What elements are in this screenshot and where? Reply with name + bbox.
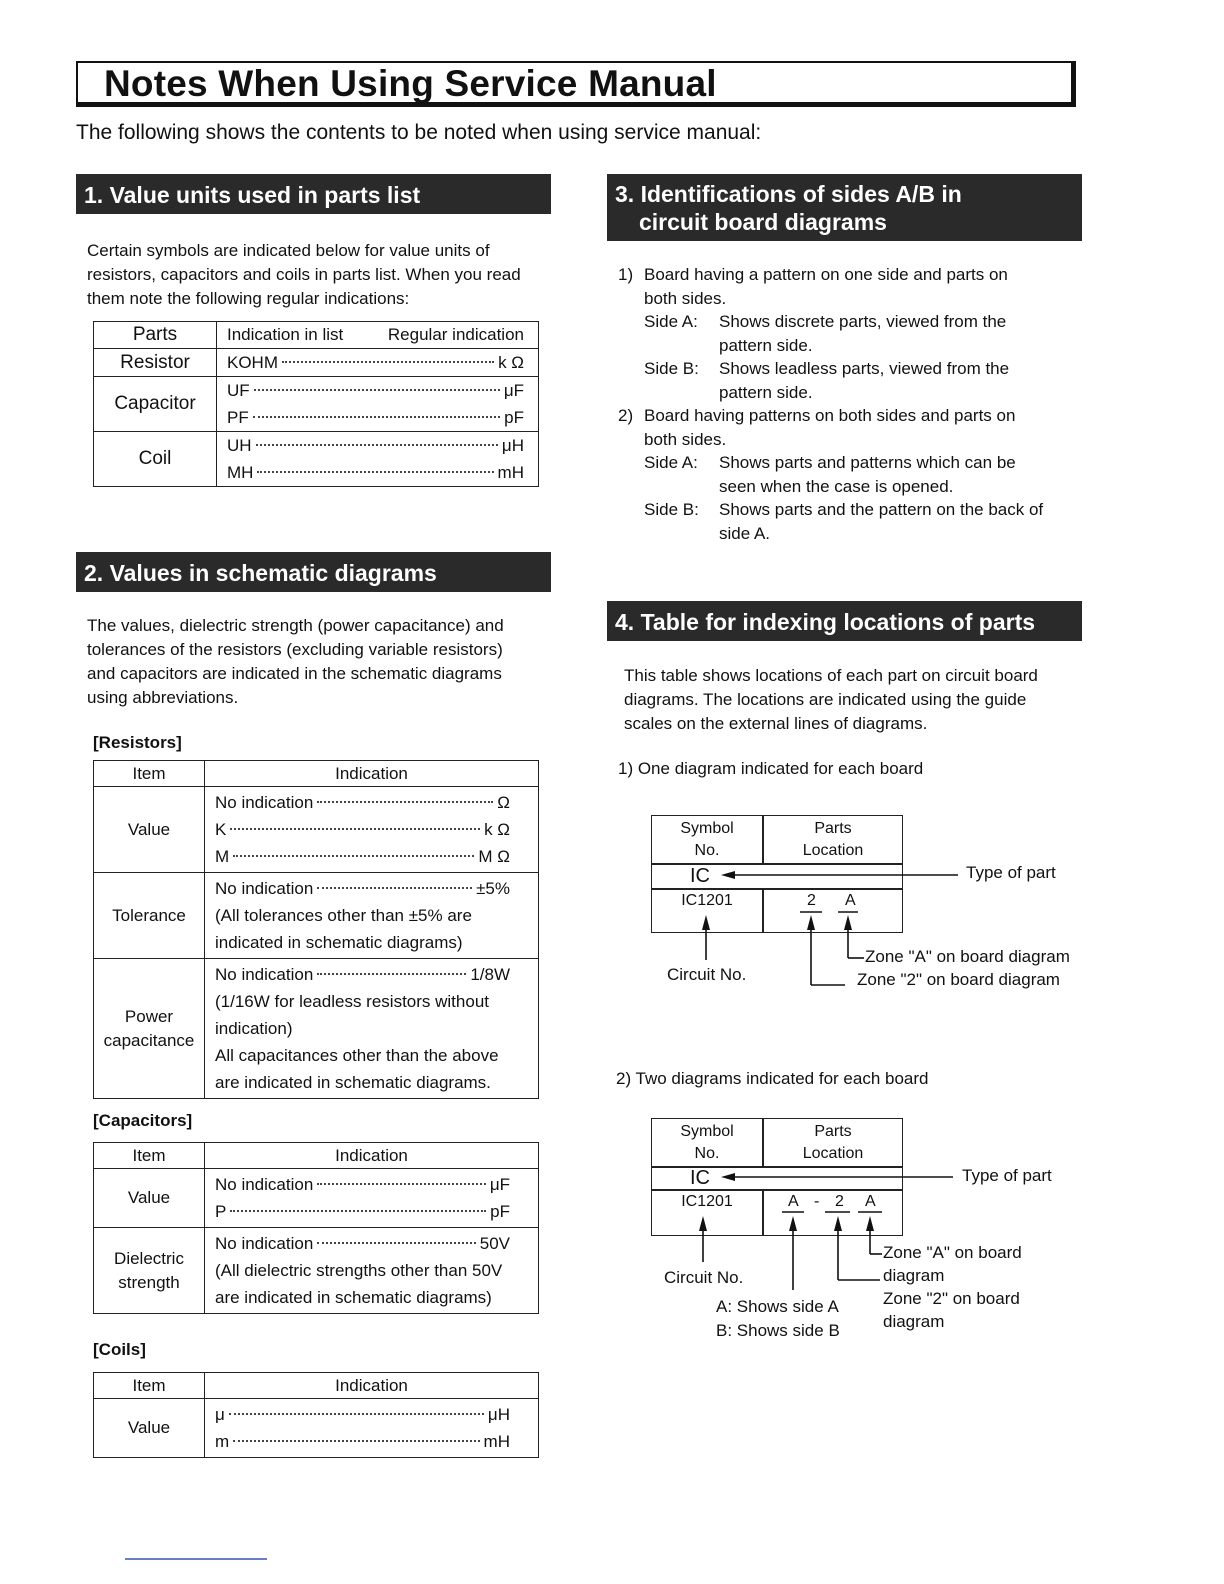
intro-line: diagrams. The locations are indicated using the guide bbox=[624, 690, 1027, 709]
intro-line: The values, dielectric strength (power capacitance) and bbox=[87, 616, 504, 635]
part-coil: Coil bbox=[94, 432, 217, 487]
side-a-label: A: Shows side A bbox=[716, 1297, 839, 1316]
row-label-value: Value bbox=[94, 787, 205, 873]
unit-row bbox=[217, 349, 538, 376]
list-unit: PF bbox=[227, 408, 249, 427]
table-cell bbox=[217, 349, 539, 377]
power-label-2: capacitance bbox=[103, 1030, 195, 1050]
indication-row bbox=[205, 961, 538, 988]
coils-label: [Coils] bbox=[93, 1340, 146, 1359]
part-resistor: Resistor bbox=[94, 349, 217, 377]
row-label-value: Value bbox=[94, 1169, 205, 1228]
list-unit: MH bbox=[227, 463, 254, 482]
symbol-header-2: No. bbox=[694, 842, 720, 859]
list-num: 1) bbox=[618, 265, 634, 284]
row-label-dielectric bbox=[94, 1228, 205, 1314]
capacitors-label: [Capacitors] bbox=[93, 1111, 193, 1130]
indication-row bbox=[205, 1198, 538, 1225]
unit-row bbox=[217, 404, 538, 431]
side-row bbox=[644, 310, 1009, 357]
intro-line: This table shows locations of each part on circuit board bbox=[624, 666, 1038, 685]
indication-left: m bbox=[215, 1432, 230, 1451]
col-header-indication: Indication bbox=[205, 1373, 539, 1399]
intro-line: Certain symbols are indicated below for value units of bbox=[87, 241, 490, 260]
page-title: Notes When Using Service Manual bbox=[104, 63, 717, 104]
side-label: Side B: bbox=[644, 500, 699, 519]
indication-note: are indicated in schematic diagrams) bbox=[215, 1288, 492, 1307]
indication-right: μF bbox=[489, 1175, 510, 1194]
zone-2-label: Zone "2" on board diagram bbox=[857, 970, 1060, 989]
col-header-item: Item bbox=[94, 1143, 205, 1169]
list-unit: KOHM bbox=[227, 353, 278, 372]
indication-left: No indication bbox=[215, 965, 314, 984]
indication-left: No indication bbox=[215, 793, 314, 812]
list-unit: UF bbox=[227, 381, 250, 400]
side-row bbox=[644, 357, 1009, 404]
coils-table bbox=[93, 1372, 539, 1458]
table-cell bbox=[217, 432, 539, 487]
indication-right: pF bbox=[490, 1202, 510, 1221]
col-header-item: Item bbox=[94, 1373, 205, 1399]
power-label-1: Power bbox=[124, 1006, 174, 1026]
resistors-table bbox=[93, 760, 539, 1099]
zone-a-label bbox=[883, 1241, 1022, 1287]
col-header-indication: Indication bbox=[205, 1143, 539, 1169]
parts-header-1: Parts bbox=[814, 1123, 852, 1140]
list-item bbox=[618, 404, 1078, 545]
indication-right: Ω bbox=[497, 793, 510, 812]
indication-note: (All dielectric strengths other than 50V bbox=[215, 1261, 503, 1280]
indication-left: M bbox=[215, 847, 230, 866]
section-1-heading: 1. Value units used in parts list bbox=[76, 174, 551, 214]
indication-left: No indication bbox=[215, 1175, 314, 1194]
side-label: Side A: bbox=[644, 312, 698, 331]
intro-line: them note the following regular indications: bbox=[87, 289, 410, 308]
indication-row bbox=[205, 1171, 538, 1198]
side-row bbox=[644, 498, 1043, 545]
indication-note: are indicated in schematic diagrams. bbox=[215, 1073, 491, 1092]
indication-note: All capacitances other than the above bbox=[215, 1046, 499, 1065]
unit-row bbox=[217, 432, 538, 459]
section-4-intro bbox=[624, 664, 1038, 736]
intro-line: using abbreviations. bbox=[87, 688, 239, 707]
section-1-intro bbox=[87, 239, 521, 311]
indication-right: ±5% bbox=[476, 879, 510, 898]
section-3-heading bbox=[607, 174, 1082, 241]
location-side: A bbox=[788, 1193, 799, 1210]
circuit-number: IC1201 bbox=[681, 892, 733, 909]
location-zone: A bbox=[865, 1193, 876, 1210]
section-4-heading: 4. Table for indexing locations of parts bbox=[607, 601, 1082, 641]
regular-unit: μH bbox=[501, 436, 524, 455]
resistors-label: [Resistors] bbox=[93, 733, 182, 752]
indication-row bbox=[205, 875, 538, 902]
indication-left: No indication bbox=[215, 1234, 314, 1253]
type-of-part-label: Type of part bbox=[966, 863, 1056, 882]
col-header-regular: Regular indication bbox=[387, 325, 524, 344]
col-header-indication: Indication bbox=[205, 761, 539, 787]
col-header-indication bbox=[217, 322, 539, 349]
dielectric-label-2: strength bbox=[118, 1272, 180, 1292]
col-header-list: Indication in list bbox=[227, 325, 344, 344]
units-table bbox=[93, 321, 539, 487]
capacitors-table bbox=[93, 1142, 539, 1314]
part-capacitor: Capacitor bbox=[94, 377, 217, 432]
circuit-no-label: Circuit No. bbox=[667, 965, 747, 984]
symbol-header-1: Symbol bbox=[680, 820, 734, 837]
side-label: Side B: bbox=[644, 359, 699, 378]
location-dash: - bbox=[814, 1193, 820, 1210]
heading-line: 3. Identifications of sides A/B in bbox=[615, 181, 962, 207]
indication-note: (All tolerances other than ±5% are bbox=[215, 906, 472, 925]
indication-note: indicated in schematic diagrams) bbox=[215, 933, 463, 952]
circuit-number: IC1201 bbox=[681, 1193, 733, 1210]
section-3-list bbox=[618, 263, 1078, 545]
indication-right: μH bbox=[487, 1405, 510, 1424]
row-label-power bbox=[94, 959, 205, 1099]
regular-unit: μF bbox=[503, 381, 524, 400]
zone-a-line: diagram bbox=[883, 1266, 945, 1285]
zone-a-label: Zone "A" on board diagram bbox=[865, 947, 1070, 966]
type-code: IC bbox=[690, 865, 710, 887]
indication-row bbox=[205, 1230, 538, 1257]
side-text: pattern side. bbox=[719, 335, 813, 355]
indication-note: (1/16W for leadless resistors without bbox=[215, 992, 489, 1011]
zone-2-label bbox=[883, 1287, 1020, 1333]
indication-left: P bbox=[215, 1202, 227, 1221]
intro-line: and capacitors are indicated in the schematic diagrams bbox=[87, 664, 502, 683]
location-number: 2 bbox=[807, 892, 816, 909]
circuit-no-label: Circuit No. bbox=[664, 1268, 744, 1287]
section-2-heading: 2. Values in schematic diagrams bbox=[76, 552, 551, 592]
indication-right: mH bbox=[483, 1432, 510, 1451]
side-text: Shows parts and patterns which can be bbox=[719, 453, 1016, 472]
side-text: side A. bbox=[719, 523, 771, 543]
side-text: pattern side. bbox=[719, 382, 813, 402]
list-line: Board having patterns on both sides and parts on bbox=[644, 406, 1016, 425]
zone-2-line: Zone "2" on board bbox=[883, 1289, 1020, 1308]
list-unit: UH bbox=[227, 436, 252, 455]
unit-row bbox=[217, 459, 538, 486]
heading-line: circuit board diagrams bbox=[639, 209, 887, 235]
side-text: Shows leadless parts, viewed from the bbox=[719, 359, 1010, 378]
side-text: seen when the case is opened. bbox=[719, 476, 954, 496]
regular-unit: mH bbox=[497, 463, 524, 482]
zone-a-line: Zone "A" on board bbox=[883, 1243, 1022, 1262]
indication-right: 50V bbox=[479, 1234, 510, 1253]
col-header-parts: Parts bbox=[94, 322, 217, 349]
list-line: both sides. bbox=[644, 288, 727, 308]
zone-2-line: diagram bbox=[883, 1312, 945, 1331]
side-label: Side A: bbox=[644, 453, 698, 472]
indication-right: k Ω bbox=[484, 820, 510, 839]
side-text: Shows discrete parts, viewed from the bbox=[719, 312, 1007, 331]
diagram-2-caption: 2) Two diagrams indicated for each board bbox=[616, 1069, 929, 1088]
diagram-1-caption: 1) One diagram indicated for each board bbox=[618, 759, 924, 778]
page-title-box bbox=[76, 61, 1076, 107]
indication-row bbox=[205, 1428, 538, 1455]
side-b-label: B: Shows side B bbox=[716, 1321, 840, 1340]
indication-right: M Ω bbox=[478, 847, 510, 866]
parts-header-2: Location bbox=[802, 842, 864, 859]
indication-left: μ bbox=[215, 1405, 225, 1424]
side-row bbox=[644, 451, 1043, 498]
unit-row bbox=[217, 377, 538, 404]
indication-row bbox=[205, 1401, 538, 1428]
regular-unit: pF bbox=[504, 408, 524, 427]
indication-row bbox=[205, 843, 538, 870]
symbol-header-2: No. bbox=[694, 1145, 720, 1162]
intro-line: resistors, capacitors and coils in parts list. When you read bbox=[87, 265, 521, 284]
list-num: 2) bbox=[618, 406, 634, 425]
table-cell bbox=[205, 873, 539, 959]
dielectric-label-1: Dielectric bbox=[114, 1248, 184, 1268]
list-item bbox=[618, 263, 1078, 404]
side-text: Shows parts and the pattern on the back of bbox=[719, 500, 1044, 519]
row-label-tolerance: Tolerance bbox=[94, 873, 205, 959]
intro-line: tolerances of the resistors (excluding variable resistors) bbox=[87, 640, 503, 659]
parts-header-2: Location bbox=[802, 1145, 864, 1162]
table-cell bbox=[205, 787, 539, 873]
parts-header-1: Parts bbox=[814, 820, 852, 837]
page-subtitle: The following shows the contents to be noted when using service manual: bbox=[76, 121, 762, 144]
table-cell bbox=[205, 1399, 539, 1458]
indication-left: K bbox=[215, 820, 227, 839]
section-2-intro bbox=[87, 614, 504, 710]
location-number: 2 bbox=[835, 1193, 844, 1210]
indication-right: 1/8W bbox=[470, 965, 510, 984]
table-cell bbox=[205, 959, 539, 1099]
intro-line: scales on the external lines of diagrams. bbox=[624, 714, 928, 733]
indication-row bbox=[205, 789, 538, 816]
location-zone: A bbox=[845, 892, 856, 909]
col-header-item: Item bbox=[94, 761, 205, 787]
indication-left: No indication bbox=[215, 879, 314, 898]
type-of-part-label: Type of part bbox=[962, 1166, 1052, 1185]
table-cell bbox=[217, 377, 539, 432]
indication-row bbox=[205, 816, 538, 843]
list-line: Board having a pattern on one side and parts on bbox=[644, 265, 1008, 284]
row-label-value: Value bbox=[94, 1399, 205, 1458]
type-code: IC bbox=[690, 1167, 710, 1189]
table-cell bbox=[205, 1169, 539, 1228]
bottom-rule bbox=[125, 1558, 267, 1560]
list-line: both sides. bbox=[644, 429, 727, 449]
table-cell bbox=[205, 1228, 539, 1314]
regular-unit: k Ω bbox=[498, 353, 524, 372]
symbol-header-1: Symbol bbox=[680, 1123, 734, 1140]
indication-note: indication) bbox=[215, 1019, 293, 1038]
